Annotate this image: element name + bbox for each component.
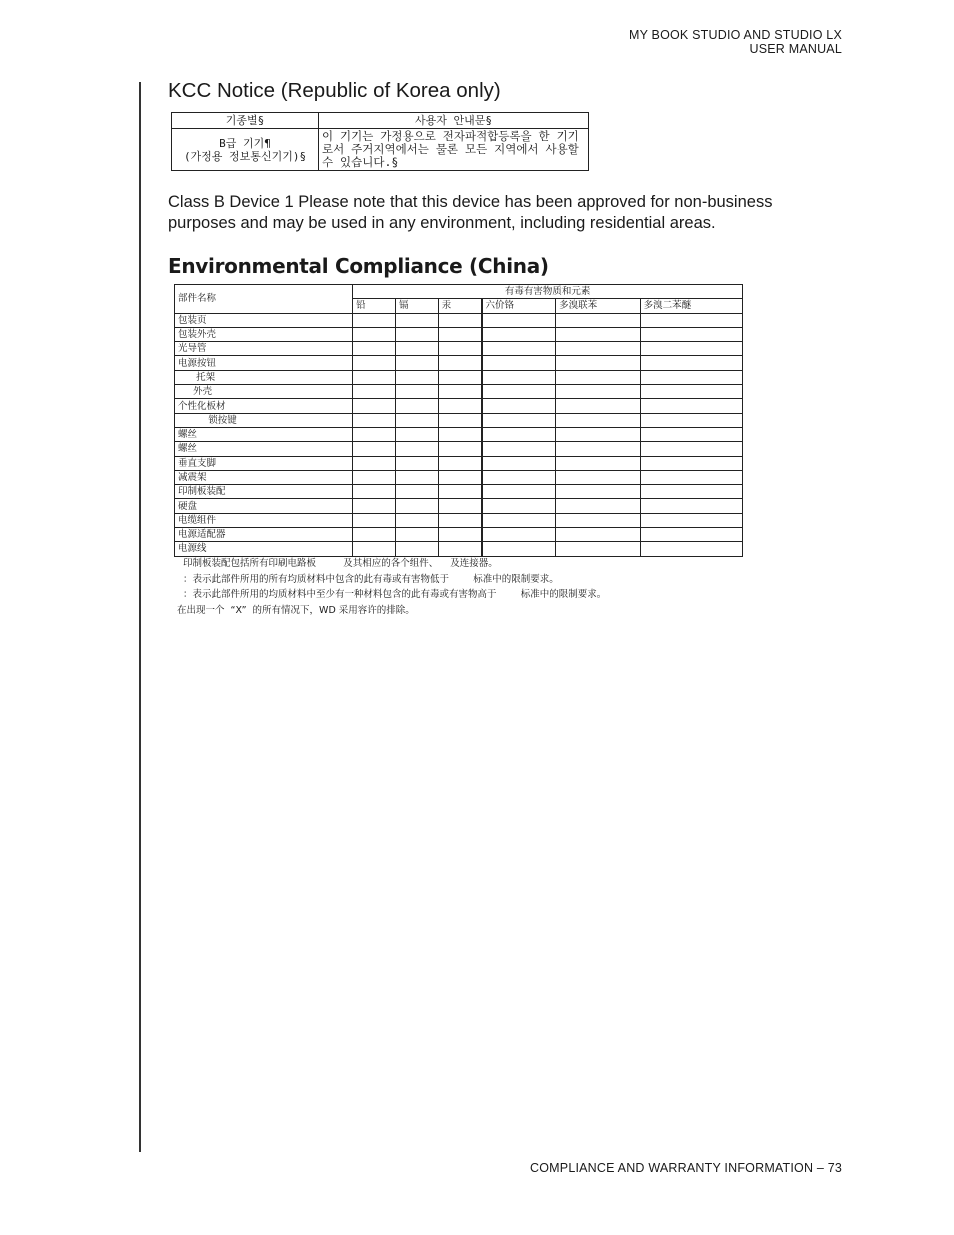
substance-cell: [353, 485, 396, 499]
substance-cell: [395, 485, 438, 499]
substance-cell: [640, 470, 742, 484]
substance-cell: [640, 442, 742, 456]
substance-cell: [556, 528, 640, 542]
substance-cell: [353, 427, 396, 441]
substance-cell: [353, 542, 396, 556]
substance-cell: [640, 313, 742, 327]
part-name-header: 部件名称: [175, 285, 353, 314]
part-name-cell: 外壳: [175, 385, 353, 399]
part-name-cell: 电源线: [175, 542, 353, 556]
substance-cell: [353, 399, 396, 413]
substance-cell: [482, 356, 556, 370]
substance-cell: [556, 499, 640, 513]
substance-cell: [353, 456, 396, 470]
substance-cell: [556, 427, 640, 441]
substance-cell: [482, 399, 556, 413]
env-notes: [177, 556, 737, 618]
substance-cell: [640, 413, 742, 427]
substance-cell: [482, 470, 556, 484]
substance-cell: [395, 342, 438, 356]
substance-cell: [353, 442, 396, 456]
substance-cell: [438, 356, 481, 370]
part-name-cell: 个性化板材: [175, 399, 353, 413]
table-row: [175, 470, 743, 484]
substance-cell: [640, 327, 742, 341]
substance-cell: [482, 499, 556, 513]
substance-cell: [395, 413, 438, 427]
substance-cell: [438, 413, 481, 427]
substance-cell: [353, 470, 396, 484]
substance-cell: [395, 399, 438, 413]
substance-cell: [482, 342, 556, 356]
page-content: [168, 78, 848, 278]
table-row: [175, 528, 743, 542]
substance-cell: [482, 485, 556, 499]
substance-cell: [556, 485, 640, 499]
header-title: MY BOOK STUDIO AND STUDIO LX: [628, 28, 842, 42]
substance-cell: [438, 327, 481, 341]
substance-cell: [438, 528, 481, 542]
table-row: [175, 485, 743, 499]
env-note: ：表示此部件所用的均质材料中至少有一种材料包含的此有毒或有害物高于 标准中的限制要求。: [177, 589, 607, 600]
substance-cell: [556, 385, 640, 399]
substance-cell: [482, 456, 556, 470]
table-row: [175, 456, 743, 470]
part-name-cell: 硬盘: [175, 499, 353, 513]
china-rohs-table: [174, 284, 743, 557]
substance-cell: [395, 513, 438, 527]
substance-cell: [353, 356, 396, 370]
substance-header: 多溴二苯醚: [640, 299, 742, 313]
substance-cell: [353, 385, 396, 399]
substance-cell: [640, 399, 742, 413]
kcc-col1-header: 기종별§: [172, 113, 319, 129]
kcc-class-b-note: Class B Device 1 Please note that this device has been approved for non-business purposes and may be used in any environment, including residential areas.: [168, 193, 773, 232]
table-row: [175, 385, 743, 399]
part-name-cell: 电源按钮: [175, 356, 353, 370]
substance-cell: [395, 427, 438, 441]
kcc-title: KCC Notice (Republic of Korea only): [168, 79, 501, 102]
substance-cell: [640, 485, 742, 499]
substance-cell: [395, 385, 438, 399]
kcc-table: [171, 112, 589, 171]
substance-cell: [482, 413, 556, 427]
substance-cell: [640, 499, 742, 513]
substance-cell: [353, 413, 396, 427]
table-row: [175, 442, 743, 456]
substance-cell: [482, 370, 556, 384]
substance-cell: [438, 485, 481, 499]
substance-cell: [556, 513, 640, 527]
substance-cell: [438, 542, 481, 556]
substance-header: 六价铬: [482, 299, 556, 313]
substance-cell: [556, 456, 640, 470]
substance-cell: [353, 313, 396, 327]
substance-cell: [640, 542, 742, 556]
substance-cell: [640, 370, 742, 384]
substance-cell: [556, 442, 640, 456]
substance-cell: [438, 399, 481, 413]
part-name-cell: 减震架: [175, 470, 353, 484]
kcc-user-notice-line3: 수 있습니다.§: [322, 155, 399, 169]
substance-cell: [556, 399, 640, 413]
substance-cell: [438, 370, 481, 384]
substance-cell: [438, 499, 481, 513]
env-title: Environmental Compliance (China): [168, 254, 549, 278]
table-row: [175, 427, 743, 441]
china-rohs-table-body: [175, 313, 743, 556]
substance-cell: [438, 385, 481, 399]
substance-cell: [395, 370, 438, 384]
substance-cell: [395, 528, 438, 542]
substance-cell: [640, 528, 742, 542]
substance-cell: [556, 470, 640, 484]
margin-rule: [139, 82, 141, 1152]
table-row: [175, 356, 743, 370]
substance-cell: [482, 385, 556, 399]
substance-cell: [438, 442, 481, 456]
kcc-device-class-line2: (가정용 정보통신기기)§: [183, 149, 307, 163]
env-note: 在出现一个 “X” 的所有情况下，WD 采用容许的排除。: [177, 604, 415, 616]
table-row: [175, 513, 743, 527]
table-row: [175, 499, 743, 513]
kcc-device-class: [172, 129, 319, 171]
env-note: ：表示此部件所用的所有均质材料中包含的此有毒或有害物低于 标准中的限制要求。: [177, 573, 559, 585]
kcc-user-notice-line1: 이 기기는 가정용으로 전자파적합등록을 한 기기: [322, 129, 579, 143]
substance-cell: [640, 356, 742, 370]
substance-cell: [353, 513, 396, 527]
table-row: [175, 399, 743, 413]
page-footer: COMPLIANCE AND WARRANTY INFORMATION – 73: [530, 1161, 842, 1175]
kcc-col2-header: 사용자 안내문§: [319, 113, 589, 129]
substance-cell: [556, 370, 640, 384]
kcc-device-class-line1: B급 기기¶: [219, 136, 271, 150]
substance-cell: [438, 427, 481, 441]
part-name-cell: 螺丝: [175, 442, 353, 456]
substance-cell: [640, 456, 742, 470]
table-row: [175, 542, 743, 556]
env-note: 印制板装配包括所有印刷电路板 及其相应的各个组件、 及连接器。: [177, 558, 498, 569]
substance-cell: [482, 513, 556, 527]
table-row: [175, 327, 743, 341]
part-name-cell: 托架: [175, 370, 353, 384]
table-row: [175, 370, 743, 384]
table-row: [175, 342, 743, 356]
substance-cell: [353, 370, 396, 384]
substance-cell: [482, 442, 556, 456]
header-subtitle: USER MANUAL: [749, 42, 842, 56]
substance-cell: [395, 499, 438, 513]
substance-cell: [353, 342, 396, 356]
substance-header: 铅: [353, 299, 396, 313]
substance-cell: [438, 456, 481, 470]
substance-cell: [556, 542, 640, 556]
substance-cell: [482, 427, 556, 441]
part-name-cell: 包装页: [175, 313, 353, 327]
substance-header: 汞: [438, 299, 481, 313]
substance-cell: [556, 342, 640, 356]
part-name-cell: 电源适配器: [175, 528, 353, 542]
substance-cell: [640, 385, 742, 399]
part-name-cell: 锁按键: [175, 413, 353, 427]
substance-cell: [353, 327, 396, 341]
kcc-user-notice-line2: 로서 주거지역에서는 물론 모든 지역에서 사용할: [322, 142, 579, 156]
substance-cell: [482, 327, 556, 341]
substance-cell: [556, 313, 640, 327]
part-name-cell: 垂直支脚: [175, 456, 353, 470]
substance-cell: [353, 528, 396, 542]
substance-cell: [640, 427, 742, 441]
substance-cell: [438, 513, 481, 527]
substance-cell: [353, 499, 396, 513]
kcc-user-notice: [319, 129, 589, 171]
substance-group-header: 有毒有害物质和元素: [353, 285, 743, 299]
substance-cell: [395, 456, 438, 470]
substance-cell: [482, 528, 556, 542]
table-row: [175, 313, 743, 327]
substance-cell: [395, 470, 438, 484]
part-name-cell: 光导管: [175, 342, 353, 356]
substance-cell: [640, 513, 742, 527]
substance-cell: [556, 413, 640, 427]
substance-cell: [482, 313, 556, 327]
substance-cell: [482, 542, 556, 556]
substance-header: 镉: [395, 299, 438, 313]
substance-cell: [438, 313, 481, 327]
substance-cell: [395, 542, 438, 556]
substance-cell: [438, 342, 481, 356]
part-name-cell: 印制板装配: [175, 485, 353, 499]
part-name-cell: 电缆组件: [175, 513, 353, 527]
substance-cell: [395, 356, 438, 370]
part-name-cell: 螺丝: [175, 427, 353, 441]
part-name-cell: 包装外壳: [175, 327, 353, 341]
substance-cell: [395, 442, 438, 456]
running-header: [629, 28, 842, 56]
substance-header: 多溴联苯: [556, 299, 640, 313]
table-row: [175, 413, 743, 427]
substance-cell: [395, 313, 438, 327]
substance-cell: [395, 327, 438, 341]
substance-cell: [556, 356, 640, 370]
substance-cell: [556, 327, 640, 341]
substance-cell: [438, 470, 481, 484]
substance-cell: [640, 342, 742, 356]
